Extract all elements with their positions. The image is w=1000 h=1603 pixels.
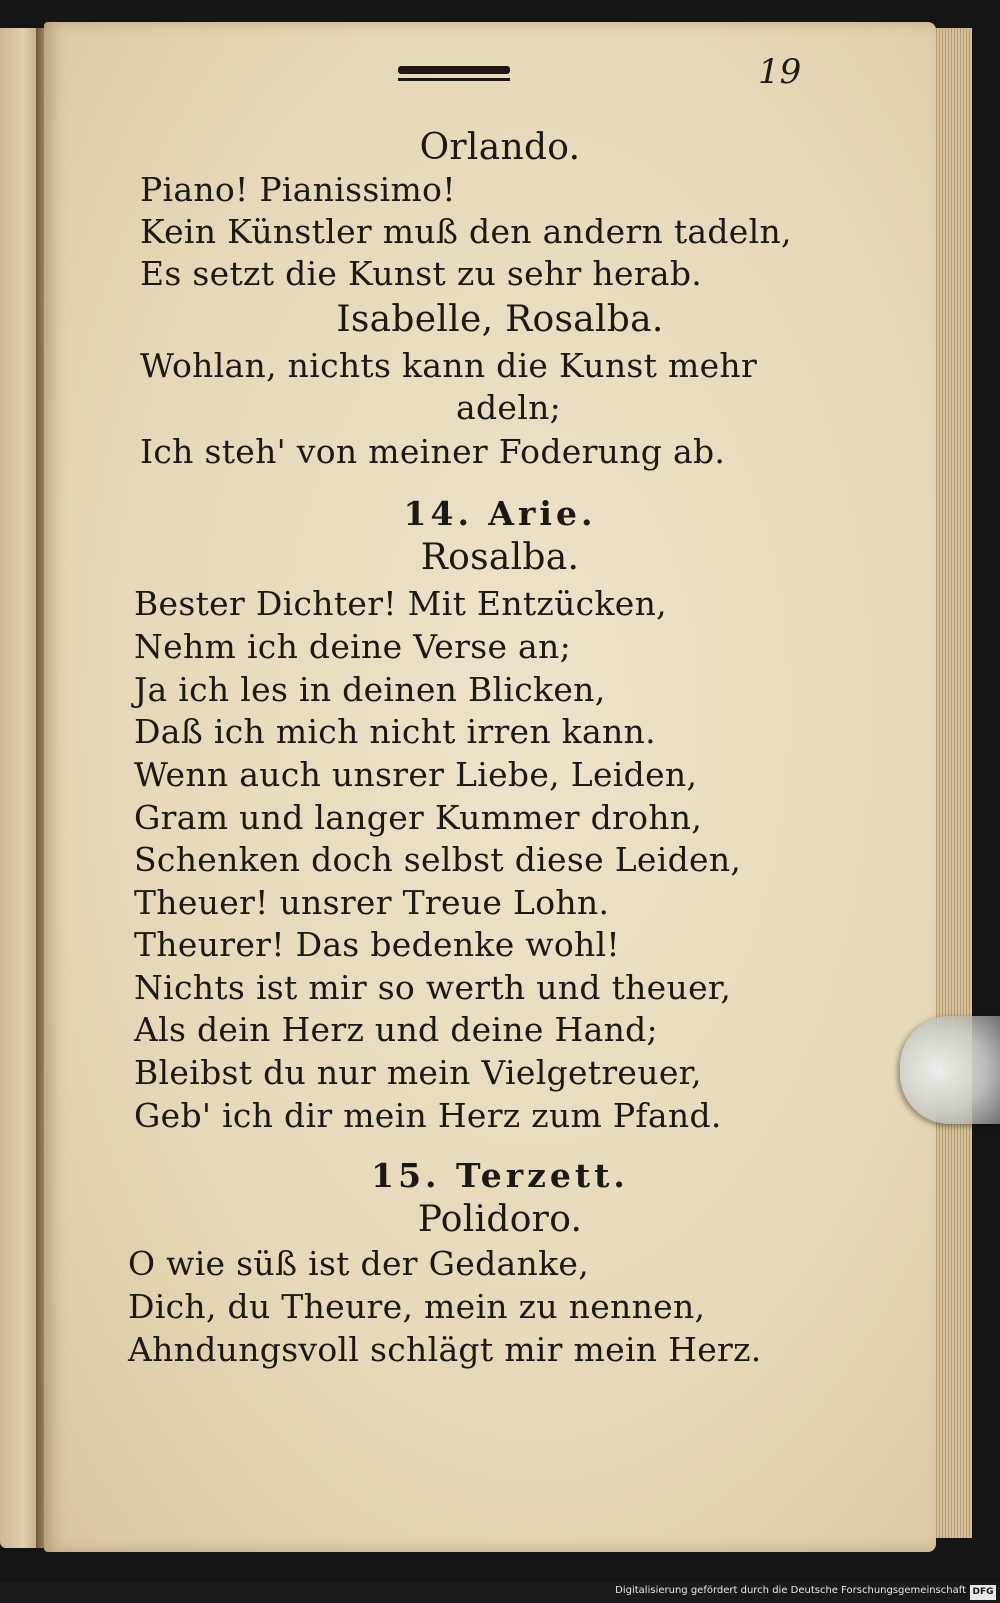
verse-line: Es setzt die Kunst zu sehr herab.: [140, 254, 703, 293]
verse-line: adeln;: [456, 388, 562, 427]
verse-line: Piano! Pianissimo!: [140, 170, 456, 209]
page-clip-holder: [900, 1016, 1000, 1124]
page-number: 19: [758, 52, 802, 92]
verse-line: Ahndungsvoll schlägt mir mein Herz.: [128, 1330, 762, 1369]
section-heading-aria: 14. Arie.: [403, 494, 597, 533]
verse-line: Gram und langer Kummer drohn,: [134, 798, 703, 837]
speaker-polidoro: Polidoro.: [417, 1199, 583, 1240]
verse-line: Theurer! Das bedenke wohl!: [134, 925, 620, 964]
verse-line: Nehm ich deine Verse an;: [134, 627, 572, 666]
speaker-isabelle-rosalba: Isabelle, Rosalba.: [336, 299, 664, 340]
verse-line: Theuer! unsrer Treue Lohn.: [134, 883, 610, 922]
verse-line: Wenn auch unsrer Liebe, Leiden,: [134, 755, 698, 794]
footer-bar: [0, 1582, 1000, 1603]
speaker-orlando: Orlando.: [419, 127, 581, 168]
verse-line: Wohlan, nichts kann die Kunst mehr: [140, 346, 758, 385]
dfg-logo-icon: DFG: [970, 1585, 996, 1600]
verse-line: Als dein Herz und deine Hand;: [134, 1010, 658, 1049]
verse-line: O wie süß ist der Gedanke,: [128, 1244, 590, 1283]
section-heading-terzett: 15. Terzett.: [371, 1156, 629, 1195]
verse-line: Daß ich mich nicht irren kann.: [134, 712, 656, 751]
verse-line: Ich steh' von meiner Foderung ab.: [140, 432, 726, 471]
verse-line: Kein Künstler muß den andern tadeln,: [140, 212, 792, 251]
verse-line: Nichts ist mir so werth und theuer,: [134, 968, 732, 1007]
speaker-rosalba: Rosalba.: [420, 537, 580, 578]
header-rule: [398, 66, 510, 84]
footer-credit: Digitalisierung gefördert durch die Deutsche Forschungsgemeinschaft: [615, 1585, 966, 1596]
verse-line: Geb' ich dir mein Herz zum Pfand.: [134, 1096, 722, 1135]
verse-line: Bester Dichter! Mit Entzücken,: [134, 584, 667, 623]
left-page-edge: [0, 28, 40, 1548]
verse-line: Schenken doch selbst diese Leiden,: [134, 840, 742, 879]
verse-line: Bleibst du nur mein Vielgetreuer,: [134, 1053, 702, 1092]
verse-line: Dich, du Theure, mein zu nennen,: [128, 1287, 706, 1326]
verse-line: Ja ich les in deinen Blicken,: [134, 670, 606, 709]
